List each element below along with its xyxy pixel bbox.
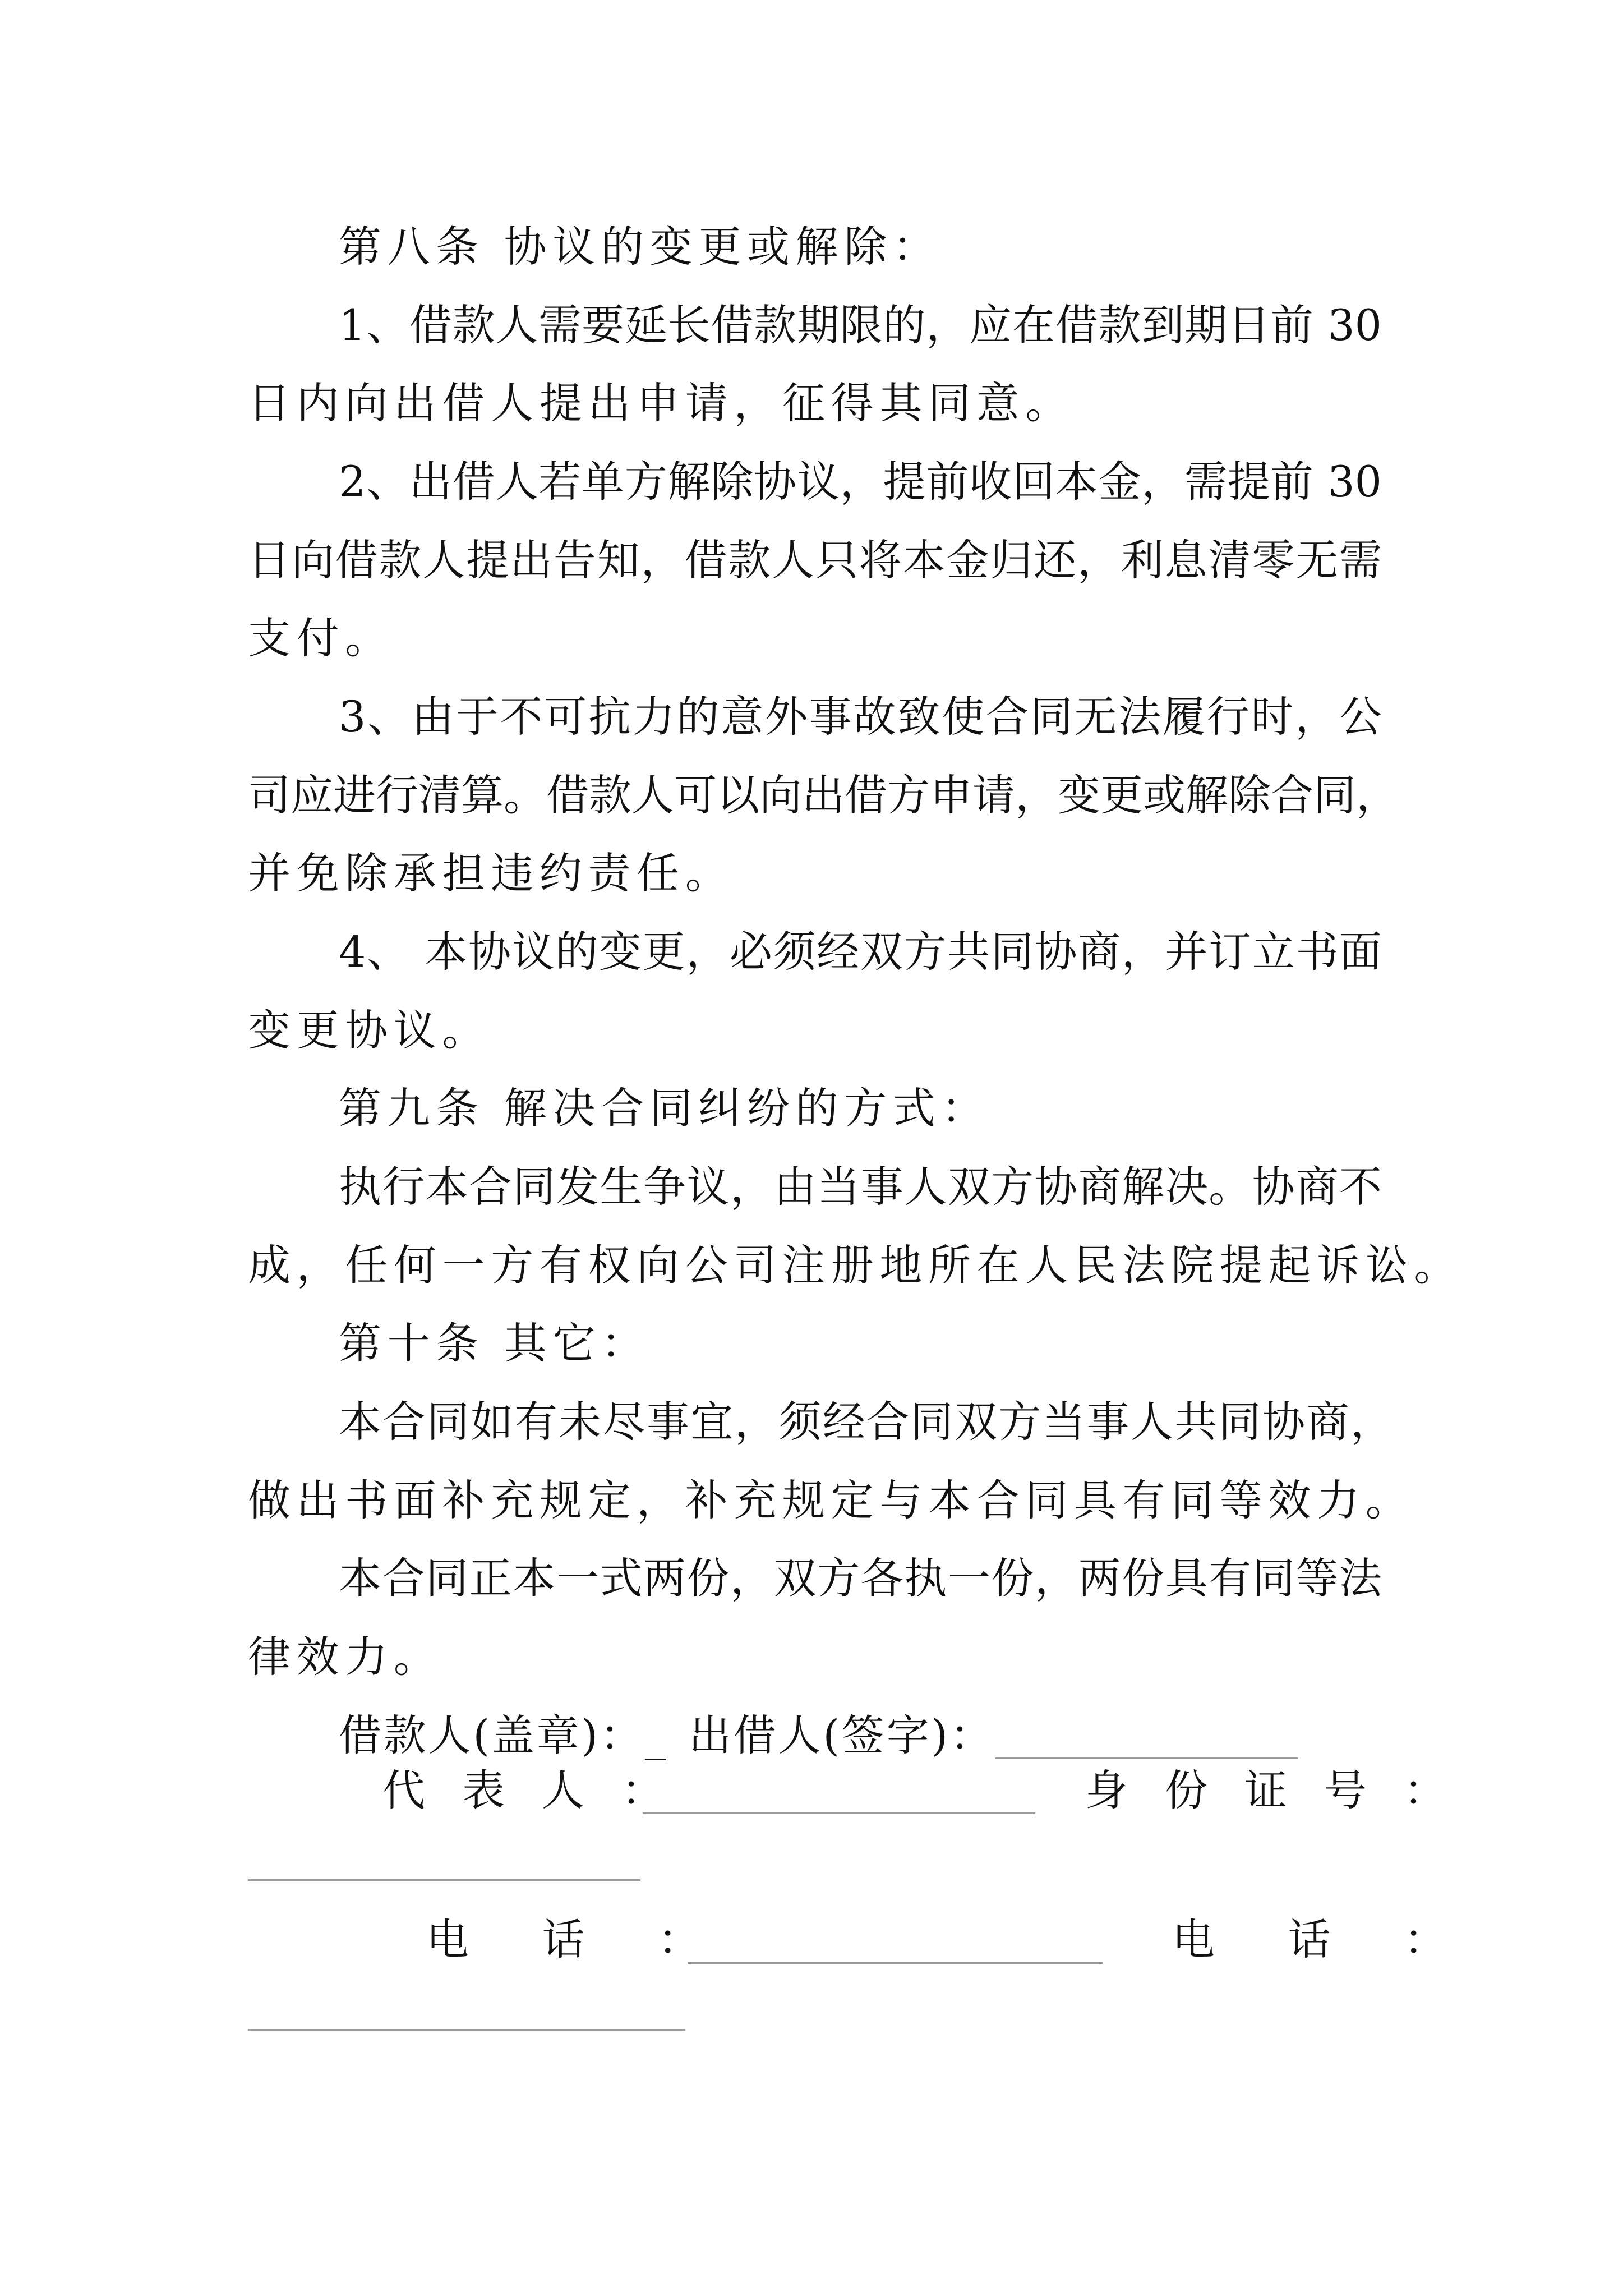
paragraph-line: 变更协议。 <box>248 1005 491 1055</box>
id-number-label: 身 份 证 号 ： <box>1085 1765 1446 1815</box>
representative-blank <box>643 1812 1035 1814</box>
paragraph-line: 2、出借人若单方解除协议，提前收回本金，需提前 30 <box>339 457 1382 507</box>
paragraph-line: 执行本合同发生争议，由当事人双方协商解决。协商不 <box>339 1162 1382 1212</box>
paragraph-line: 并免除承担违约责任。 <box>248 848 734 898</box>
lender-phone-blank <box>248 2029 685 2031</box>
borrower-phone-label: 电 话 ： <box>426 1915 701 1964</box>
paragraph-line: 本合同正本一式两份，双方各执一份，两份具有同等法 <box>339 1553 1382 1603</box>
article-9-heading: 第九条 解决合同纠纷的方式： <box>339 1083 990 1133</box>
paragraph-line: 日内向出借人提出申请，征得其同意。 <box>248 378 1074 428</box>
paragraph-line: 成，任何一方有权向公司注册地所在人民法院提起诉讼。 <box>248 1240 1463 1290</box>
paragraph-line: 本合同如有未尽事宜，须经合同双方当事人共同协商， <box>339 1397 1393 1447</box>
article-8-heading: 第八条 协议的变更或解除： <box>339 222 942 272</box>
paragraph-line: 律效力。 <box>248 1632 442 1682</box>
id-number-blank <box>248 1879 640 1881</box>
borrower-phone-blank <box>688 1962 1103 1964</box>
paragraph-line: 做出书面补充规定，补充规定与本合同具有同等效力。 <box>248 1475 1414 1525</box>
paragraph-line: 日向借款人提出告知，借款人只将本金归还，利息清零无需 <box>248 535 1382 585</box>
paragraph-line: 支付。 <box>248 613 394 663</box>
paragraph-line: 1、借款人需要延长借款期限的，应在借款到期日前 30 <box>339 300 1382 350</box>
lender-signature-label: 出借人(签字)： <box>689 1710 995 1760</box>
borrower-seal-label: 借款人(盖章)：_ <box>339 1710 668 1760</box>
paragraph-line: 4、 本协议的变更，必须经双方共同协商，并订立书面 <box>339 927 1382 977</box>
paragraph-line: 3、由于不可抗力的意外事故致使合同无法履行时，公 <box>339 692 1382 742</box>
lender-phone-label: 电 话 ： <box>1172 1915 1447 1964</box>
representative-label: 代 表 人 ： <box>382 1765 664 1815</box>
paragraph-line: 司应进行清算。借款人可以向出借方申请，变更或解除合同， <box>248 770 1399 820</box>
article-10-heading: 第十条 其它： <box>339 1318 650 1368</box>
lender-signature-blank <box>995 1757 1298 1759</box>
